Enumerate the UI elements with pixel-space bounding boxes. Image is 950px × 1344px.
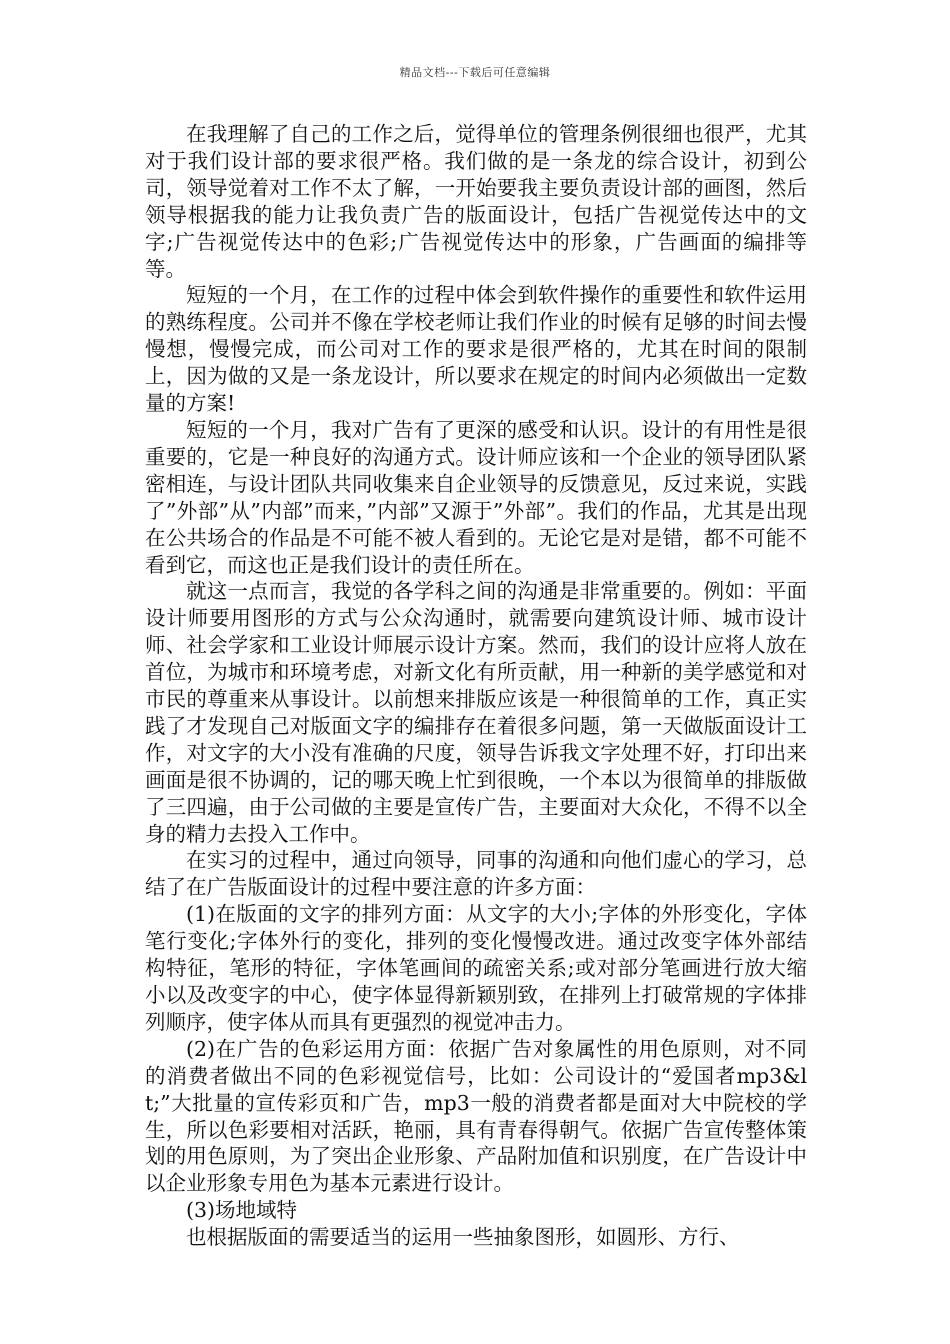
- paragraph-3: 短短的一个月，我对广告有了更深的感受和认识。设计的有用性是很重要的，它是一种良好的沟通方式。设计师应该和一个企业的领导团队紧密相连，与设计团队共同收集来自企业领导的反馈意见，反过来说，实践了”外部”从”内部”而来，”内部”又源于”外部”。我们的作品，尤其是出现在公共场合的作品是不可能不被人看到的。无论它是对是错，都不可能不看到它，而这也正是我们设计的责任所在。: [145, 417, 807, 577]
- paragraph-7: (2)在广告的色彩运用方面：依据广告对象属性的用色原则，对不同的消费者做出不同的色彩视觉信号，比如：公司设计的“爱国者mp3&lt;”大批量的宣传彩页和广告，mp3一般的消费者都是面对大中院校的学生，所以色彩要相对活跃，艳丽，具有青春得朝气。依据广告宣传整体策划的用色原则，为了突出企业形象、产品附加值和识别度，在广告设计中以企业形象专用色为基本元素进行设计。: [145, 1036, 807, 1196]
- paragraph-5: 在实习的过程中，通过向领导，同事的沟通和向他们虚心的学习，总结了在广告版面设计的过程中要注意的许多方面：: [145, 848, 807, 900]
- paragraph-8: (3)场地域特: [186, 1198, 298, 1223]
- paragraph-2: 短短的一个月，在工作的过程中体会到软件操作的重要性和软件运用的熟练程度。公司并不像在学校老师让我们作业的时候有足够的时间去慢慢想，慢慢完成，而公司对工作的要求是很严格的，尤其在时间的限制上，因为做的又是一条龙设计，所以要求在规定的时间内必须做出一定数量的方案!: [145, 283, 807, 416]
- paragraph-1: 在我理解了自己的工作之后，觉得单位的管理条例很细也很严，尤其对于我们设计部的要求很严格。我们做的是一条龙的综合设计，初到公司，领导觉着对工作不太了解，一开始要我主要负责设计部的画图，然后领导根据我的能力让我负责广告的版面设计，包括广告视觉传达中的文字;广告视觉传达中的色彩;广告视觉传达中的形象，广告画面的编排等等。: [145, 122, 807, 281]
- paragraph-6: (1)在版面的文字的排列方面：从文字的大小;字体的外形变化，字体笔行变化;字体外行的变化，排列的变化慢慢改进。通过改变字体外部结构特征，笔形的特征，字体笔画间的疏密关系;或对部分笔画进行放大缩小以及改变字的中心，使字体显得新颖别致，在排列上打破常规的字体排列顺序，使字体从而具有更强烈的视觉冲击力。: [145, 902, 807, 1034]
- document-body: [145, 121, 807, 1251]
- page-header: 精品文档---下载后可任意编辑: [399, 66, 551, 79]
- paragraph-4: 就这一点而言，我觉的各学科之间的沟通是非常重要的。例如：平面设计师要用图形的方式与公众沟通时，就需要向建筑设计师、城市设计师、社会学家和工业设计师展示设计方案。然而，我们的设计应将人放在首位，为城市和环境考虑，对新文化有所贡献，用一种新的美学感觉和对市民的尊重来从事设计。以前想来排版应该是一种很简单的工作，真正实践了才发现自己对版面文字的编排存在着很多问题，第一天做版面设计工作，对文字的大小没有准确的尺度，领导告诉我文字处理不好，打印出来画面是很不协调的，记的哪天晚上忙到很晚，一个本以为很简单的排版做了三四遍，由于公司做的主要是宣传广告，主要面对大众化，不得不以全身的精力去投入工作中。: [145, 579, 807, 846]
- paragraph-9: 也根据版面的需要适当的运用一些抽象图形，如圆形、方行、: [186, 1225, 740, 1250]
